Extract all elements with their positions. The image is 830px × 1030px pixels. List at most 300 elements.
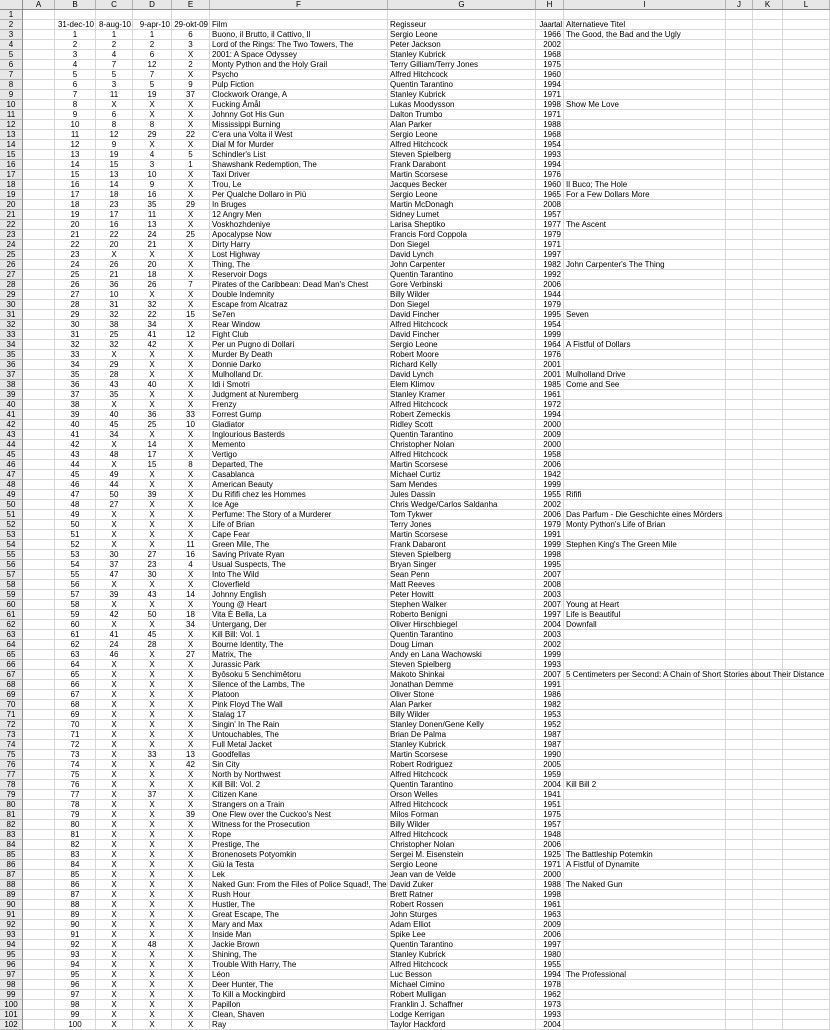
film-title-cell[interactable]: Memento [210,440,388,450]
rank-cell[interactable]: 89 [55,910,96,920]
rank-cell[interactable]: 29 [172,200,210,210]
rank-cell[interactable]: 11 [55,130,96,140]
alt-title-cell[interactable] [564,400,726,410]
empty-cell[interactable] [783,870,830,880]
empty-cell[interactable] [753,320,783,330]
film-title-cell[interactable]: Pirates of the Caribbean: Dead Man's Chest [210,280,388,290]
empty-cell[interactable] [210,10,388,20]
empty-cell[interactable] [753,520,783,530]
empty-cell[interactable] [23,610,55,620]
rank-cell[interactable]: X [172,1020,210,1030]
alt-title-cell[interactable]: The Good, the Bad and the Ugly [564,30,726,40]
rank-cell[interactable]: X [172,350,210,360]
empty-cell[interactable] [726,260,753,270]
rank-cell[interactable]: 53 [55,550,96,560]
rank-cell[interactable]: 63 [55,650,96,660]
film-title-cell[interactable]: Rush Hour [210,890,388,900]
empty-cell[interactable] [726,710,753,720]
rank-cell[interactable]: 26 [55,280,96,290]
alt-title-cell[interactable] [564,240,726,250]
film-title-cell[interactable]: Apocalypse Now [210,230,388,240]
empty-cell[interactable] [753,60,783,70]
rank-cell[interactable]: 8 [172,460,210,470]
rank-cell[interactable]: X [172,520,210,530]
director-cell[interactable]: Stephen Walker [388,600,536,610]
empty-cell[interactable] [753,250,783,260]
director-cell[interactable]: Steven Spielberg [388,550,536,560]
rank-cell[interactable]: X [172,790,210,800]
empty-cell[interactable] [23,680,55,690]
year-cell[interactable]: 1948 [536,830,564,840]
rank-cell[interactable]: 45 [55,470,96,480]
empty-cell[interactable] [753,230,783,240]
director-cell[interactable]: Sergio Leone [388,130,536,140]
rank-cell[interactable]: X [133,860,172,870]
empty-cell[interactable] [783,240,830,250]
rank-cell[interactable]: 42 [96,610,133,620]
empty-cell[interactable] [783,840,830,850]
empty-cell[interactable] [23,200,55,210]
film-title-cell[interactable]: Trouble With Harry, The [210,960,388,970]
rank-cell[interactable]: 3 [55,50,96,60]
alt-title-cell[interactable] [564,710,726,720]
empty-cell[interactable] [726,780,753,790]
empty-cell[interactable] [726,10,753,20]
empty-cell[interactable] [23,30,55,40]
director-cell[interactable]: Elem Klimov [388,380,536,390]
rank-cell[interactable]: 22 [133,310,172,320]
empty-cell[interactable] [783,970,830,980]
empty-cell[interactable] [783,400,830,410]
empty-cell[interactable] [753,450,783,460]
rank-cell[interactable]: 4 [96,50,133,60]
alt-title-cell[interactable]: Monty Python's Life of Brian [564,520,726,530]
row-header[interactable]: 81 [0,810,23,820]
alt-title-cell[interactable]: John Carpenter's The Thing [564,260,726,270]
empty-cell[interactable] [23,350,55,360]
rank-cell[interactable]: 16 [172,550,210,560]
film-title-cell[interactable]: Frenzy [210,400,388,410]
rank-cell[interactable]: X [133,930,172,940]
rank-cell[interactable]: X [96,790,133,800]
empty-cell[interactable] [55,10,96,20]
rank-cell[interactable]: 50 [55,520,96,530]
rank-cell[interactable]: X [172,470,210,480]
director-cell[interactable]: Steven Spielberg [388,150,536,160]
empty-cell[interactable] [726,300,753,310]
rank-cell[interactable]: 22 [55,240,96,250]
rank-cell[interactable]: 20 [55,220,96,230]
rank-cell[interactable]: 29 [133,130,172,140]
year-cell[interactable]: 1997 [536,610,564,620]
director-cell[interactable]: Chris Wedge/Carlos Saldanha [388,500,536,510]
row-header[interactable]: 85 [0,850,23,860]
rank-cell[interactable]: 19 [96,150,133,160]
alt-title-cell[interactable]: Show Me Love [564,100,726,110]
rank-cell[interactable]: X [172,120,210,130]
film-title-cell[interactable]: Voskhozhdeniye [210,220,388,230]
empty-cell[interactable] [783,230,830,240]
rank-cell[interactable]: 48 [55,500,96,510]
alt-title-cell[interactable] [564,280,726,290]
year-cell[interactable]: 1995 [536,560,564,570]
empty-cell[interactable] [783,660,830,670]
year-cell[interactable]: 1998 [536,550,564,560]
empty-cell[interactable] [783,190,830,200]
empty-cell[interactable] [783,40,830,50]
empty-cell[interactable] [783,890,830,900]
alt-title-cell[interactable] [564,830,726,840]
empty-cell[interactable] [753,720,783,730]
rank-cell[interactable]: X [96,540,133,550]
film-title-cell[interactable]: Witness for the Prosecution [210,820,388,830]
empty-cell[interactable] [726,410,753,420]
empty-cell[interactable] [726,1000,753,1010]
rank-cell[interactable]: 3 [172,40,210,50]
rank-cell[interactable]: X [172,990,210,1000]
rank-cell[interactable]: 38 [96,320,133,330]
empty-cell[interactable] [783,640,830,650]
rank-cell[interactable]: X [96,940,133,950]
row-header[interactable]: 80 [0,800,23,810]
empty-cell[interactable] [23,850,55,860]
rank-cell[interactable]: 40 [55,420,96,430]
rank-cell[interactable]: 10 [96,290,133,300]
rank-cell[interactable]: X [96,830,133,840]
alt-title-cell[interactable] [564,580,726,590]
year-cell[interactable]: 2006 [536,510,564,520]
rank-cell[interactable]: 6 [55,80,96,90]
film-title-cell[interactable]: Mississippi Burning [210,120,388,130]
rank-cell[interactable]: X [172,700,210,710]
empty-cell[interactable] [23,830,55,840]
film-title-cell[interactable]: Fight Club [210,330,388,340]
director-cell[interactable]: Quentin Tarantino [388,430,536,440]
rank-cell[interactable]: 25 [96,330,133,340]
row-header[interactable]: 19 [0,190,23,200]
alt-title-cell[interactable] [564,940,726,950]
rank-cell[interactable]: 35 [133,200,172,210]
alt-title-cell[interactable] [564,420,726,430]
rank-cell[interactable]: 23 [133,560,172,570]
director-cell[interactable]: Frank Dabaront [388,540,536,550]
row-header[interactable]: 20 [0,200,23,210]
year-cell[interactable]: 1980 [536,950,564,960]
row-header[interactable]: 32 [0,320,23,330]
rank-cell[interactable]: X [172,730,210,740]
year-cell[interactable]: 2005 [536,760,564,770]
year-cell[interactable]: 1955 [536,490,564,500]
rank-cell[interactable]: 37 [172,90,210,100]
empty-cell[interactable] [23,590,55,600]
year-cell[interactable]: 1975 [536,810,564,820]
rank-cell[interactable]: 54 [55,560,96,570]
empty-cell[interactable] [23,130,55,140]
film-title-cell[interactable]: Idi i Smotri [210,380,388,390]
film-title-cell[interactable]: Reservoir Dogs [210,270,388,280]
director-cell[interactable]: Frank Darabont [388,160,536,170]
rank-cell[interactable]: X [96,520,133,530]
director-cell[interactable]: Milos Forman [388,810,536,820]
empty-cell[interactable] [23,490,55,500]
empty-cell[interactable] [753,620,783,630]
empty-cell[interactable] [726,130,753,140]
year-cell[interactable]: 2000 [536,870,564,880]
director-cell[interactable]: Peter Howitt [388,590,536,600]
alt-title-cell[interactable] [564,900,726,910]
rank-cell[interactable]: X [133,740,172,750]
alt-title-cell[interactable] [564,760,726,770]
film-title-cell[interactable]: Ray [210,1020,388,1030]
rank-cell[interactable]: X [96,840,133,850]
director-cell[interactable]: Don Siegel [388,300,536,310]
empty-cell[interactable] [783,130,830,140]
empty-cell[interactable] [726,820,753,830]
year-cell[interactable]: 1925 [536,850,564,860]
rank-cell[interactable]: X [172,670,210,680]
rank-cell[interactable]: X [172,600,210,610]
director-cell[interactable]: Alfred Hitchcock [388,830,536,840]
row-header[interactable]: 75 [0,750,23,760]
year-cell[interactable]: 1971 [536,860,564,870]
rank-cell[interactable]: 87 [55,890,96,900]
film-title-cell[interactable]: In Bruges [210,200,388,210]
empty-cell[interactable] [753,820,783,830]
rank-cell[interactable]: X [172,640,210,650]
year-cell[interactable]: 2009 [536,430,564,440]
empty-cell[interactable] [726,80,753,90]
empty-cell[interactable] [726,860,753,870]
empty-cell[interactable] [753,780,783,790]
film-title-cell[interactable]: Shawshank Redemption, The [210,160,388,170]
rank-cell[interactable]: 7 [96,60,133,70]
rank-cell[interactable]: 37 [55,390,96,400]
row-header[interactable]: 4 [0,40,23,50]
director-cell[interactable]: Stanley Kramer [388,390,536,400]
empty-cell[interactable] [783,120,830,130]
director-cell[interactable]: Sam Mendes [388,480,536,490]
rank-cell[interactable]: 14 [172,590,210,600]
alt-title-cell[interactable] [564,330,726,340]
alt-title-cell[interactable]: 5 Centimeters per Second: A Chain of Short Stories about Their Distance [566,670,825,679]
rank-cell[interactable]: 68 [55,700,96,710]
year-cell[interactable]: 1999 [536,650,564,660]
rank-cell[interactable]: X [172,570,210,580]
film-title-cell[interactable]: Usual Suspects, The [210,560,388,570]
rank-cell[interactable]: X [96,400,133,410]
empty-cell[interactable] [726,560,753,570]
rank-cell[interactable]: X [96,800,133,810]
empty-cell[interactable] [23,890,55,900]
director-cell[interactable]: Jonathan Demme [388,680,536,690]
empty-cell[interactable] [783,10,830,20]
director-cell[interactable]: Sergio Leone [388,190,536,200]
rank-cell[interactable]: 71 [55,730,96,740]
empty-cell[interactable] [726,430,753,440]
rank-cell[interactable]: 2 [133,40,172,50]
rank-cell[interactable]: X [172,950,210,960]
empty-cell[interactable] [726,100,753,110]
empty-cell[interactable] [23,820,55,830]
rank-cell[interactable]: X [133,400,172,410]
rank-cell[interactable]: 10 [55,120,96,130]
rank-cell[interactable]: X [172,480,210,490]
alt-title-cell[interactable] [564,560,726,570]
alt-title-cell[interactable]: The Professional [564,970,726,980]
director-cell[interactable]: David Lynch [388,370,536,380]
rank-cell[interactable]: 44 [55,460,96,470]
row-header[interactable]: 22 [0,220,23,230]
alt-title-header-cell[interactable]: Alternatieve Titel [564,20,726,30]
empty-cell[interactable] [726,550,753,560]
rank-cell[interactable]: X [172,370,210,380]
empty-cell[interactable] [23,80,55,90]
empty-cell[interactable] [23,310,55,320]
alt-title-cell[interactable] [564,750,726,760]
year-cell[interactable]: 1979 [536,230,564,240]
director-cell[interactable]: Lukas Moodysson [388,100,536,110]
alt-title-cell[interactable] [564,140,726,150]
director-cell[interactable]: Quentin Tarantino [388,270,536,280]
rank-cell[interactable]: 34 [55,360,96,370]
rank-cell[interactable]: 99 [55,1010,96,1020]
row-header[interactable]: 74 [0,740,23,750]
empty-cell[interactable] [783,200,830,210]
empty-cell[interactable] [753,770,783,780]
rank-cell[interactable]: X [172,290,210,300]
empty-cell[interactable] [753,540,783,550]
rank-cell[interactable]: 59 [55,610,96,620]
rank-cell[interactable]: X [172,110,210,120]
alt-title-cell[interactable] [564,650,726,660]
empty-cell[interactable] [726,650,753,660]
film-title-cell[interactable]: Untergang, Der [210,620,388,630]
empty-cell[interactable] [783,330,830,340]
film-title-cell[interactable]: Du Rififi chez les Hommes [210,490,388,500]
rank-cell[interactable]: 20 [133,260,172,270]
empty-cell[interactable] [726,620,753,630]
alt-title-cell[interactable] [564,270,726,280]
rank-cell[interactable]: 86 [55,880,96,890]
rank-cell[interactable]: 32 [55,340,96,350]
year-cell[interactable]: 2008 [536,580,564,590]
empty-cell[interactable] [726,580,753,590]
rank-cell[interactable]: X [96,930,133,940]
empty-cell[interactable] [753,130,783,140]
empty-cell[interactable] [726,160,753,170]
director-cell[interactable]: Billy Wilder [388,710,536,720]
empty-cell[interactable] [753,410,783,420]
film-title-cell[interactable]: Untouchables, The [210,730,388,740]
rank-cell[interactable]: 11 [96,90,133,100]
rank-cell[interactable]: 28 [133,640,172,650]
empty-cell[interactable] [23,980,55,990]
rank-cell[interactable]: X [172,380,210,390]
rank-cell[interactable]: X [172,820,210,830]
film-title-cell[interactable]: Per Qualche Dollaro in Più [210,190,388,200]
rank-cell[interactable]: 4 [133,150,172,160]
rank-cell[interactable]: 1 [133,30,172,40]
rank-cell[interactable]: 75 [55,770,96,780]
empty-cell[interactable] [783,250,830,260]
film-title-cell[interactable]: Giù la Testa [210,860,388,870]
empty-cell[interactable] [726,740,753,750]
empty-cell[interactable] [23,700,55,710]
rank-cell[interactable]: 16 [96,220,133,230]
rank-cell[interactable]: 21 [55,230,96,240]
film-title-cell[interactable]: Perfume: The Story of a Murderer [210,510,388,520]
year-cell[interactable]: 2004 [536,620,564,630]
empty-cell[interactable] [783,350,830,360]
empty-cell[interactable] [783,810,830,820]
rank-cell[interactable]: X [96,890,133,900]
row-header[interactable]: 65 [0,650,23,660]
alt-title-cell[interactable] [564,910,726,920]
director-cell[interactable]: Stanley Kubrick [388,90,536,100]
row-header[interactable]: 63 [0,630,23,640]
rank-cell[interactable]: 51 [55,530,96,540]
director-cell[interactable]: Christopher Nolan [388,840,536,850]
row-header[interactable]: 40 [0,400,23,410]
row-header[interactable]: 89 [0,890,23,900]
empty-cell[interactable] [23,690,55,700]
empty-cell[interactable] [726,980,753,990]
rank-cell[interactable]: X [96,670,133,680]
empty-cell[interactable] [726,520,753,530]
empty-cell[interactable] [753,710,783,720]
rank-cell[interactable]: 16 [55,180,96,190]
row-header[interactable]: 67 [0,670,23,680]
empty-cell[interactable] [726,870,753,880]
rank-cell[interactable]: 12 [133,60,172,70]
rank-cell[interactable]: X [96,870,133,880]
rank-cell[interactable]: X [133,850,172,860]
empty-cell[interactable] [23,470,55,480]
rank-cell[interactable]: X [133,650,172,660]
year-cell[interactable]: 2008 [536,200,564,210]
rank-cell[interactable]: X [96,970,133,980]
film-title-cell[interactable]: Gladiator [210,420,388,430]
film-title-cell[interactable]: Ice Age [210,500,388,510]
empty-cell[interactable] [23,360,55,370]
empty-cell[interactable] [23,620,55,630]
rank-cell[interactable]: 41 [96,630,133,640]
row-header[interactable]: 37 [0,370,23,380]
film-title-cell[interactable]: Dial M for Murder [210,140,388,150]
empty-cell[interactable] [726,30,753,40]
empty-cell[interactable] [783,100,830,110]
empty-cell[interactable] [23,530,55,540]
alt-title-cell[interactable] [564,300,726,310]
director-cell[interactable]: Alfred Hitchcock [388,400,536,410]
year-cell[interactable]: 2004 [536,780,564,790]
empty-cell[interactable] [172,10,210,20]
rank-cell[interactable]: X [133,890,172,900]
row-header[interactable]: 79 [0,790,23,800]
rank-cell[interactable]: X [96,920,133,930]
row-header[interactable]: 41 [0,410,23,420]
rank-cell[interactable]: X [96,700,133,710]
alt-title-cell[interactable] [564,360,726,370]
empty-cell[interactable] [753,440,783,450]
director-cell[interactable]: Steven Spielberg [388,660,536,670]
rank-cell[interactable]: X [96,720,133,730]
rank-cell[interactable]: X [96,760,133,770]
rank-cell[interactable]: 34 [133,320,172,330]
rank-cell[interactable]: 37 [133,790,172,800]
rank-cell[interactable]: X [172,770,210,780]
rank-cell[interactable]: 3 [133,160,172,170]
